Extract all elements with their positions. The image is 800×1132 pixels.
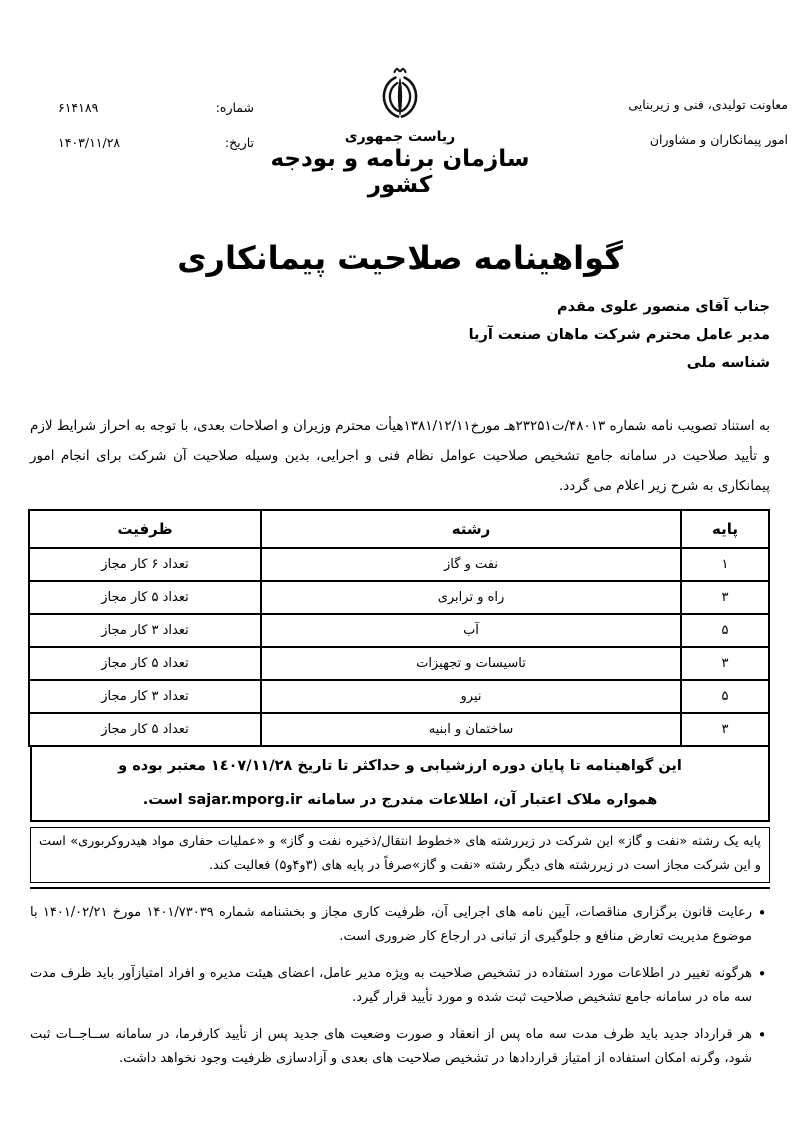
doc-number-label: شماره: <box>215 100 254 115</box>
table-row <box>29 548 769 581</box>
field-cell: آب <box>261 614 681 647</box>
iran-emblem-icon <box>377 64 423 126</box>
addressee-name: جناب آقای منصور علوی مقدم <box>556 299 770 315</box>
table-row <box>29 680 769 713</box>
list-item <box>30 962 770 1010</box>
logo-organization-text: سازمان برنامه و بودجه کشور <box>270 146 530 198</box>
grade-cell: ۵ <box>681 680 769 713</box>
capacity-cell: تعداد ۵ کار مجاز <box>29 713 261 746</box>
doc-number-value: ۶۱۴۱۸۹ <box>58 100 99 115</box>
capacity-cell: تعداد ۵ کار مجاز <box>29 581 261 614</box>
certificate-title: گواهینامه صلاحیت پیمانکاری <box>177 239 623 277</box>
doc-meta-block <box>58 98 254 168</box>
col-header-field: رشته <box>261 510 681 548</box>
addressee-national-id: شناسه ملی <box>686 355 770 371</box>
col-header-grade: پایه <box>681 510 769 548</box>
intro-paragraph: به استناد تصویب نامه شماره ۴۸۰۱۳/ت۲۳۲۵۱هـ مورخ۱۳۸۱/۱۲/۱۱هیأت محترم وزیران و اصلاحات بعدی، با توجه به احراز شرایط لازم و تأیید صلاحیت در سامانه جامع تشخیص صلاحیت عوامل نظام فنی و اجرایی، بدین وسیله صلاحیت آن شرکت برای انجام امور پیمانکاری به شرح زیر اعلام می گردد. <box>30 418 770 494</box>
list-item <box>30 901 770 949</box>
doc-date-row <box>58 133 254 168</box>
doc-number-row <box>58 98 254 133</box>
department-block <box>628 94 788 164</box>
addressee-block <box>30 293 770 377</box>
notes-list <box>30 901 770 1071</box>
addressee-role: مدیر عامل محترم شرکت ماهان صنعت آریا <box>468 327 770 343</box>
note-text: رعایت قانون برگزاری مناقصات، آیین نامه های اجرایی آن، ظرفیت کاری مجاز و بخشنامه شماره ۱۴۰۱/۷۳۰۳۹ مورخ ۱۴۰۱/۰۲/۲۱ با موضوع مدیریت تعارض منافع و جلوگیری از تبانی در ارجاع کار ضروری است. <box>30 905 752 944</box>
field-cell: تاسیسات و تجهیزات <box>261 647 681 680</box>
note-text: هرگونه تغییر در اطلاعات مورد استفاده در تشخیص صلاحیت به ویژه مدیر عامل، اعضای هیئت مدیره و افراد امتیازآور باید ظرف مدت سه ماه در سامانه جامع تشخیص صلاحیت ثبت شده و مورد تأیید قرار گیرد. <box>30 966 752 1005</box>
note-text: هر قرارداد جدید باید ظرف مدت سه ماه پس از انعقاد و صورت وضعیت های جدید پس از تأیید کارفرما، در سامانه ســاجــات ثبت شود، وگرنه امکان استفاده از امتیاز قراردادها در تشخیص صلاحیت های بعدی و آزادسازی ظرفیت وجود نخواهد داشت. <box>30 1027 752 1066</box>
table-header-row <box>29 510 769 548</box>
validity-box <box>30 747 770 822</box>
bullet-icon: • <box>757 1026 767 1044</box>
validity-line-2: همواره ملاک اعتبار آن، اطلاعات مندرج در سامانه sajar.mporg.ir است. <box>142 792 658 808</box>
capacity-cell: تعداد ۳ کار مجاز <box>29 614 261 647</box>
bullet-icon: • <box>757 904 767 922</box>
field-cell: نیرو <box>261 680 681 713</box>
section-divider <box>30 887 770 889</box>
field-cell: نفت و گاز <box>261 548 681 581</box>
department-line-2: امور پیمانکاران و مشاوران <box>649 132 788 147</box>
validity-line-1: این گواهینامه تا پایان دوره ارزشیابی و حداکثر تا تاریخ ١٤٠٧/١١/٢٨ معتبر بوده و <box>118 758 682 774</box>
doc-date-label: تاریخ: <box>224 135 254 150</box>
grade-cell: ۳ <box>681 581 769 614</box>
subfield-note-box: پایه یک رشته «نفت و گاز» این شرکت در زیررشته های «خطوط انتقال/ذخیره نفت و گاز» و «عملیات حفاری مواد هیدروکربوری» است و این شرکت مجاز است در زیررشته های دیگر رشته «نفت و گاز»صرفاً در پایه های (۳و۴و۵) فعالیت کند. <box>30 827 770 883</box>
field-cell: ساختمان و ابنیه <box>261 713 681 746</box>
logo-presidency-text: ریاست جمهوری <box>344 129 456 145</box>
grade-cell: ۱ <box>681 548 769 581</box>
table-row <box>29 647 769 680</box>
capacity-cell: تعداد ۳ کار مجاز <box>29 680 261 713</box>
grade-cell: ۳ <box>681 647 769 680</box>
qualification-table <box>28 509 770 747</box>
bullet-icon: • <box>757 965 767 983</box>
org-logo <box>240 64 560 198</box>
doc-date-value: ۱۴۰۳/۱۱/۲۸ <box>58 135 121 150</box>
department-line-1: معاونت تولیدی، فنی و زیربنایی <box>628 97 788 112</box>
capacity-cell: تعداد ۵ کار مجاز <box>29 647 261 680</box>
grade-cell: ۵ <box>681 614 769 647</box>
col-header-capacity: ظرفیت <box>29 510 261 548</box>
table-row <box>29 614 769 647</box>
list-item <box>30 1023 770 1071</box>
table-row <box>29 713 769 746</box>
capacity-cell: تعداد ۶ کار مجاز <box>29 548 261 581</box>
table-row <box>29 581 769 614</box>
field-cell: راه و ترابری <box>261 581 681 614</box>
grade-cell: ۳ <box>681 713 769 746</box>
